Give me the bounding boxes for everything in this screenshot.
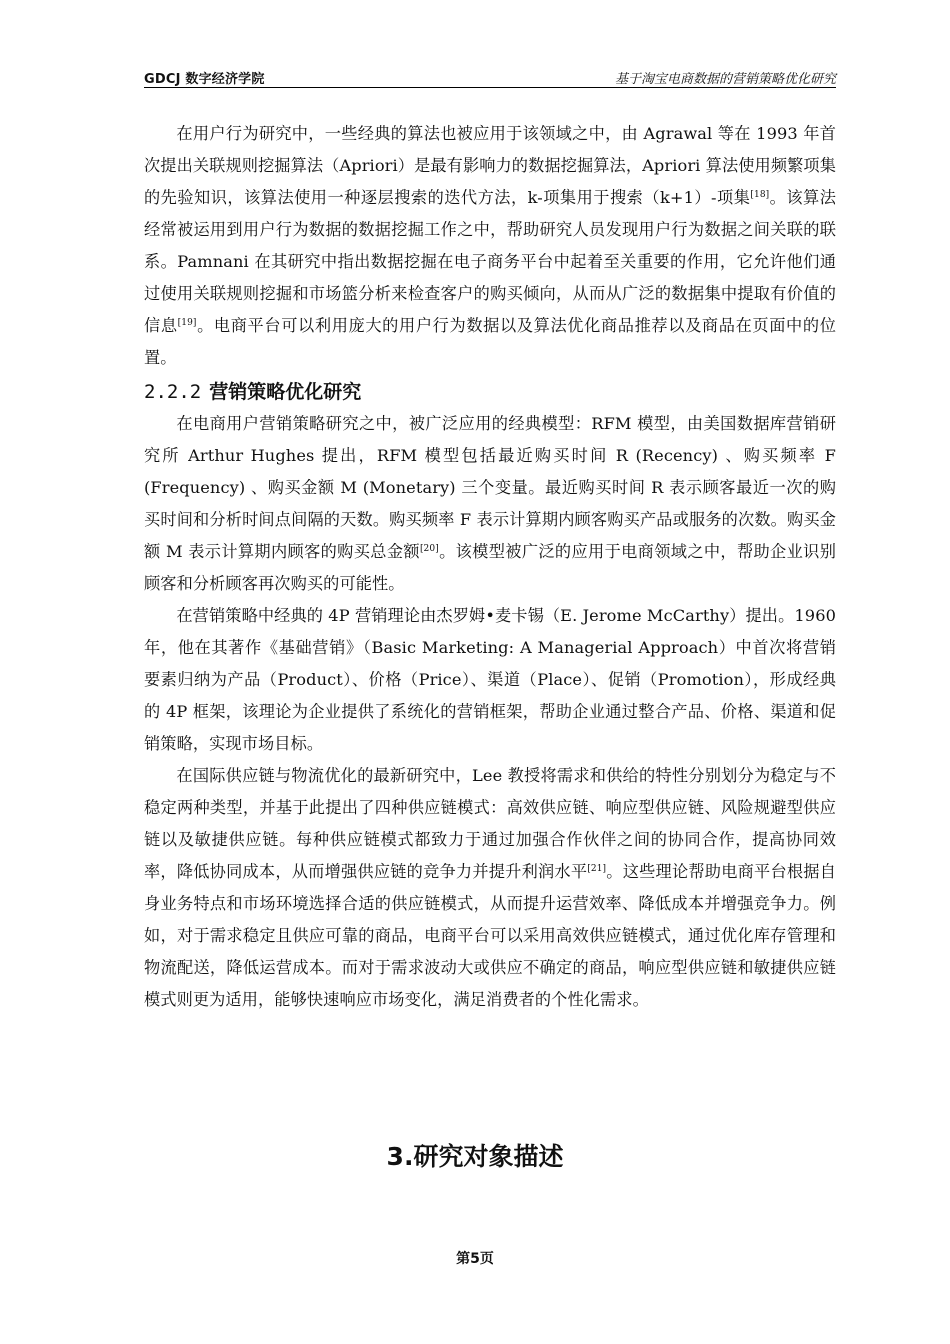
p2-text-a: 在电商用户营销策略研究之中，被广泛应用的经典模型：RFM 模型，由美国数据库营销研究所 Arthur Hughes 提出，RFM 模型包括最近购买时间 R (Recency) 、购买频率 F (Frequency) 、购买金额 M (Monetary) 三个变量。最近购买时间 R 表示顾客最近一次的购买时间和分析时间点间隔的天数。购买频率 F 表示计算期内顾客购买产品或服务的次数。购买金额 M 表示计算期内顾客的购买总金额 <box>144 414 836 561</box>
chapter-heading: 3.研究对象描述 <box>386 1142 564 1171</box>
p1-text-b: 。该算法经常被运用到用户行为数据的数据挖掘工作之中，帮助研究人员发现用户行为数据之间关联的联系。Pamnani 在其研究中指出数据挖掘在电子商务平台中起着至关重要的作用，它允许他们通过使用关联规则挖掘和市场篮分析来检查客户的购买倾向，从而从广泛的数据集中提取有价值的信息 <box>144 188 836 335</box>
p1-text-a: 在用户行为研究中，一些经典的算法也被应用于该领域之中，由 Agrawal 等在 1993 年首次提出关联规则挖掘算法（Apriori）是最有影响力的数据挖掘算法，Apriori 算法使用频繁项集的先验知识，该算法使用一种逐层搜索的迭代方法，k-项集用于搜索（k+1）-项集 <box>144 124 836 207</box>
header-thesis-title: 基于淘宝电商数据的营销策略优化研究 <box>614 72 836 87</box>
header-institution: GDCJ 数字经济学院 <box>144 72 265 87</box>
paragraph-user-behavior <box>144 118 836 374</box>
section-number: 2.2.2 <box>144 381 202 403</box>
citation-18: [18] <box>750 190 770 200</box>
section-title: 营销策略优化研究 <box>209 381 362 403</box>
citation-21: [21] <box>587 864 607 874</box>
section-heading-2-2-2 <box>144 378 836 406</box>
paragraph-4p-theory <box>144 600 836 760</box>
running-header <box>144 64 836 86</box>
body-text <box>144 118 836 1016</box>
p2-text-b: 。该模型被广泛的应用于电商领域之中，帮助企业识别顾客和分析顾客再次购买的可能性。 <box>144 542 836 593</box>
paragraph-supply-chain <box>144 760 836 1016</box>
header-rule <box>144 87 836 88</box>
citation-19: [19] <box>177 318 197 328</box>
p3-text: 在营销策略中经典的 4P 营销理论由杰罗姆•麦卡锡（E. Jerome McCarthy）提出。1960 年，他在其著作《基础营销》（Basic Marketing: A Managerial Approach）中首次将营销要素归纳为产品（Product）、价格（Price）、渠道（Place）、促销（Promotion），形成经典的 4P 框架，该理论为企业提供了系统化的营销框架，帮助企业通过整合产品、价格、渠道和促销策略，实现市场目标。 <box>144 606 836 753</box>
citation-20: [20] <box>419 544 439 554</box>
page-number: 第5页 <box>456 1251 494 1267</box>
p1-text-c: 。电商平台可以利用庞大的用户行为数据以及算法优化商品推荐以及商品在页面中的位置。 <box>144 316 836 367</box>
p4-text-b: 。这些理论帮助电商平台根据自身业务特点和市场环境选择合适的供应链模式，从而提升运营效率、降低成本并增强竞争力。例如，对于需求稳定且供应可靠的商品，电商平台可以采用高效供应链模式，通过优化库存管理和物流配送，降低运营成本。而对于需求波动大或供应不确定的商品，响应型供应链和敏捷供应链模式则更为适用，能够快速响应市场变化，满足消费者的个性化需求。 <box>144 862 836 1009</box>
paragraph-rfm-model <box>144 408 836 600</box>
p4-text-a: 在国际供应链与物流优化的最新研究中，Lee 教授将需求和供给的特性分别划分为稳定与不稳定两种类型，并基于此提出了四种供应链模式：高效供应链、响应型供应链、风险规避型供应链以及敏捷供应链。每种供应链模式都致力于通过加强合作伙伴之间的协同合作，提高协同效率，降低协同成本，从而增强供应链的竞争力并提升利润水平 <box>144 766 836 881</box>
